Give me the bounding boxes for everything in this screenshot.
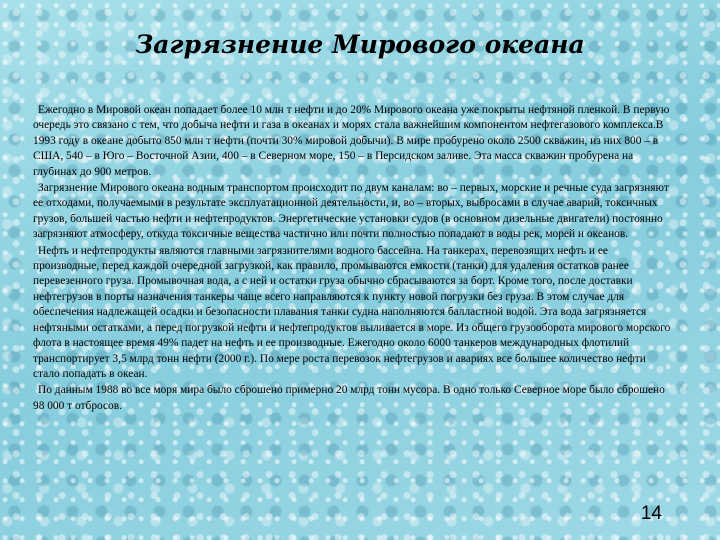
- paragraph-garbage-dumping: По данным 1988 во все моря мира было сброшено примерно 20 млрд тонн мусора. В одно только Северное море было сброшено 98 000 т отбросов.: [33, 384, 665, 412]
- page-number: 14: [640, 503, 662, 524]
- paragraph-oil-pollutants: Нефть и нефтепродукты являются главными загрязнителями водного бассейна. На танкерах, перевозящих нефть и ее производные, перед каждой очередной загрузкой, как правило, промываются емкости (танки) для удаления остатков ранее перевезенного груза. Промывочная вода, а с ней и остатки груза обычно сбрасываются за борт. Кроме того, после доставки нефтегрузов в порты назначения танкеры чаще всего направляются к пункту новой погрузки без груза. В этом случае для обеспечения надлежащей осадки и безопасности плавания танки судна наполняются балластной водой. Эта вода загрязняется нефтяными остатками, а перед погрузкой нефти и нефтепродуктов выливается в море. Из общего грузооборота мирового морского флота в настоящее время 49% падет на нефть и ее производные. Ежегодно около 6000 танкеров международных флотилий транспортирует 3,5 млрд тонн нефти (2000 г.). По мере роста перевозок нефтегрузов и авариях все большее количество нефти стало попадать в океан.: [33, 244, 671, 380]
- paragraph-oil-production: Ежегодно в Мировой океан попадает более 10 млн т нефти и до 20% Мирового океана уже покрыты нефтяной пленкой. В первую очередь это связано с тем, что добыча нефти и газа в океанах и морях стала важнейшим компонентом нефтегазового комплекса.В 1993 году в океане добыто 850 млн т нефти (почти 30% мировой добычи). В мире пробурено около 2500 скважин, из них 800 – в США, 540 – в Юго – Восточной Азии, 400 – в Северном море, 150 – в Персидском заливе. Эта масса скважин пробурена на глубинах до 900 метров.: [33, 104, 670, 178]
- paragraph-water-transport: Загрязнение Мирового океана водным транспортом происходит по двум каналам: во – первых, морские и речные суда загрязняют ее отходами, получаемыми в результате эксплуатационной деятельности, и, во – вторых, выбросами в случае аварий, токсичных грузов, большей частью нефти и нефтепродуктов. Энергетические установки судов (в основном дизельные двигатели) постоянно загрязняют атмосферу, откуда токсичные вещества частично или почти полностью попадают в воды рек, морей и океанов.: [33, 182, 669, 241]
- slide-title: Загрязнение Мирового океана: [135, 30, 585, 59]
- slide-body: [33, 103, 675, 415]
